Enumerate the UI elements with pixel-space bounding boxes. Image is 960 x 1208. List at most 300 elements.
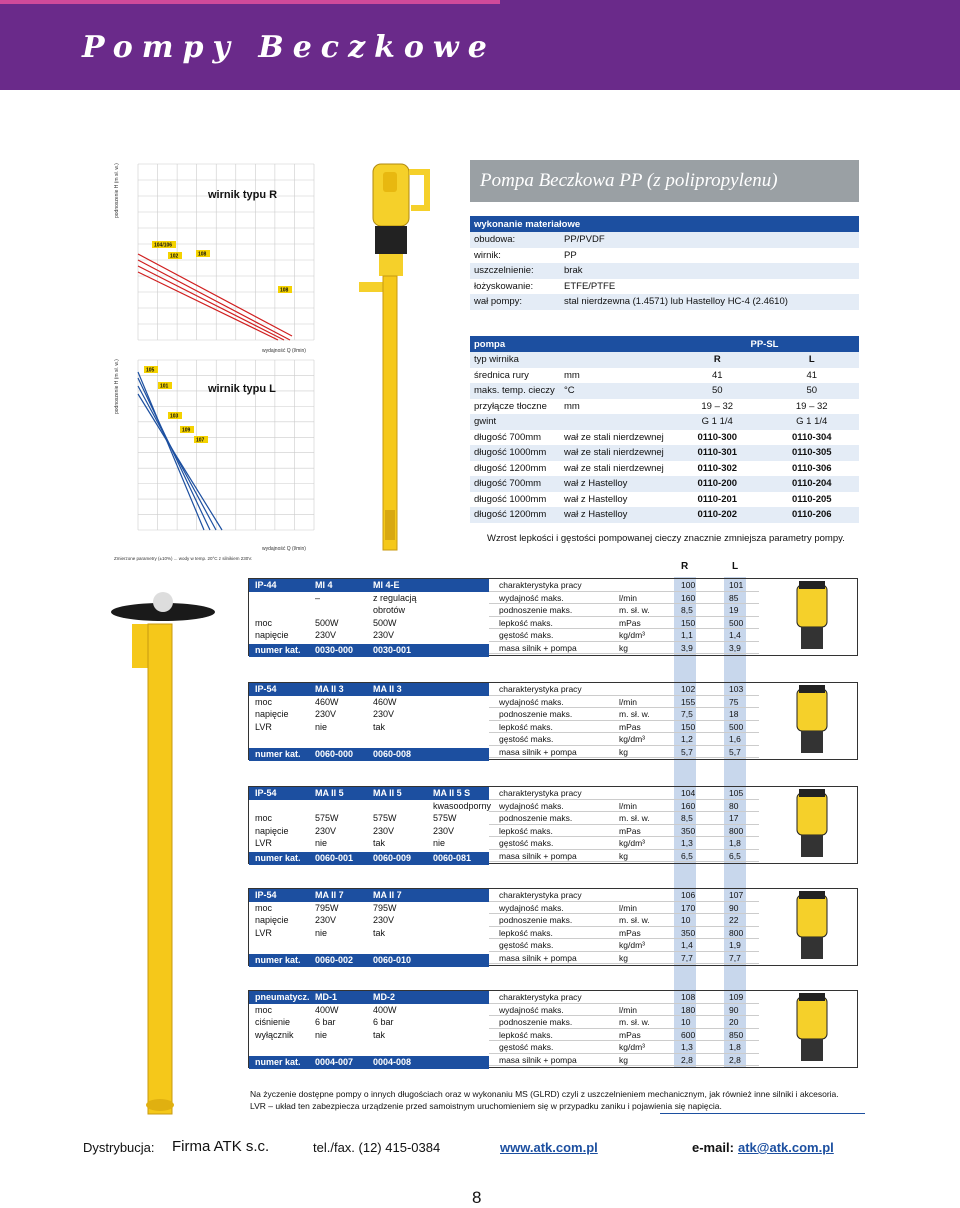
pump-row-label: średnica rury (474, 369, 529, 381)
header-banner (0, 0, 960, 90)
motor-spec-cell: MA II 3 (373, 684, 402, 694)
performance-cell: 22 (729, 915, 739, 925)
performance-cell: mPas (619, 927, 641, 938)
motor-spec-row (249, 1029, 489, 1042)
tube-end (146, 1099, 174, 1111)
motor-spec-cell: kwasoodporny (433, 800, 492, 811)
performance-cell: m. sł. w. (619, 605, 650, 615)
motor-spec-cell: napięcie (255, 630, 289, 640)
performance-row (489, 1054, 759, 1067)
performance-cell: 6,5 (729, 850, 741, 861)
motor-spec-cell: 230V (373, 630, 395, 640)
chart-l-title: wirnik typu L (208, 383, 276, 395)
performance-cell: l/min (619, 800, 637, 811)
performance-cell: 19 (729, 605, 739, 615)
motor-spec-row (249, 825, 489, 838)
motor-spec-cell: 500W (373, 617, 397, 628)
motor-spec-cell: 460W (373, 696, 397, 707)
motor-catalog-cell: numer kat. (255, 1057, 301, 1067)
point-label: 109 (182, 427, 191, 434)
pump-row-r: 0110-201 (697, 493, 738, 505)
footer-email-link[interactable]: atk@atk.com.pl (738, 1140, 834, 1155)
chart-r-ylabel: podnoszenie H (m sł. w.) (114, 163, 120, 218)
performance-cell: 150 (681, 617, 696, 628)
motor-catalog-row (249, 852, 489, 865)
motor-catalog-cell: numer kat. (255, 645, 301, 655)
performance-cell: masa silnik + pompa (499, 850, 577, 861)
materials-value: PP (564, 249, 577, 261)
motor-spec-cell: 795W (315, 902, 339, 913)
performance-cell: 85 (729, 592, 739, 603)
pump-row-r: 0110-202 (670, 507, 765, 523)
footer-company: Firma ATK s.c. (172, 1138, 270, 1155)
motor-cap (799, 581, 825, 589)
motor-catalog-cell: numer kat. (255, 955, 301, 965)
performance-cell: wydajność maks. (499, 800, 564, 811)
motor-body (797, 997, 827, 1039)
motor-spec-cell: MA II 7 (373, 890, 402, 900)
performance-row (489, 1004, 759, 1017)
motor-catalog-cell: 0060-081 (433, 853, 472, 863)
motor-spec-cell: obrotów (373, 605, 406, 615)
motor-catalog-cell: numer kat. (255, 853, 301, 863)
motor-spec-row (249, 1016, 489, 1029)
pump-row-unit: mm (564, 369, 580, 381)
motor-block (248, 888, 858, 966)
motor-spec-cell: z regulacją (373, 592, 417, 603)
motor-spec-cell: moc (255, 902, 273, 913)
motor-specs-left (249, 683, 489, 761)
motor-handle (409, 172, 427, 208)
pump-row-l: 0110-206 (765, 507, 860, 523)
performance-cell: 1,4 (729, 630, 741, 640)
motor-catalog-row (249, 954, 489, 967)
performance-cell: gęstość maks. (499, 630, 554, 640)
performance-cell: gęstość maks. (499, 734, 554, 744)
motor-spec-row (249, 604, 489, 617)
page-number: 8 (472, 1188, 482, 1207)
banner-accent-stripe (0, 0, 500, 4)
motor-spec-cell: MA II 5 (315, 788, 344, 798)
performance-cell: l/min (619, 592, 637, 603)
performance-cell: wydajność maks. (499, 1004, 564, 1015)
performance-row (489, 733, 759, 746)
performance-cell: mPas (619, 617, 641, 628)
performance-cell: 7,5 (681, 709, 693, 719)
motor-spec-cell: IP-54 (255, 684, 277, 694)
pump-row-unit: wał ze stali nierdzewnej (564, 462, 664, 474)
materials-table (470, 216, 859, 310)
pump-row-r: 0110-300 (697, 431, 738, 443)
motor-catalog-cell: 0004-008 (373, 1057, 412, 1067)
motor-spec-cell: tak (373, 1029, 386, 1040)
materials-key: łożyskowanie: (474, 280, 534, 292)
performance-row (489, 991, 759, 1004)
motor-spec-cell: MA II 7 (315, 890, 344, 900)
performance-cell: lepkość maks. (499, 721, 553, 732)
performance-row (489, 617, 759, 630)
pump-row-l: 0110-305 (765, 445, 860, 461)
materials-key: obudowa: (470, 232, 560, 248)
pump-row-label: typ wirnika (470, 352, 560, 368)
performance-cell: 1,3 (681, 1042, 693, 1052)
materials-value: brak (560, 263, 859, 279)
motor-base (801, 835, 823, 857)
performance-cell: kg/dm³ (619, 1042, 645, 1052)
performance-row (489, 642, 759, 655)
performance-cell: kg/dm³ (619, 630, 645, 640)
performance-cell: 180 (681, 1004, 696, 1015)
performance-cell: 1,1 (681, 630, 693, 640)
performance-cell: lepkość maks. (499, 1029, 553, 1040)
motor-spec-cell: 575W (373, 813, 397, 823)
materials-key: wirnik: (474, 249, 501, 261)
point-label: 105 (146, 367, 155, 374)
performance-row (489, 837, 759, 850)
point-label: 108 (280, 287, 289, 294)
performance-cell: gęstość maks. (499, 1042, 554, 1052)
performance-cell: 104 (681, 788, 696, 798)
performance-cell: 8,5 (681, 813, 693, 823)
motor-spec-cell: nie (315, 927, 328, 938)
motor-spec-cell: nie (315, 721, 328, 732)
performance-cell: 155 (681, 696, 696, 707)
motor-spec-row (249, 721, 489, 734)
motor-spec-cell: tak (373, 721, 386, 732)
pump-row-r: 50 (670, 383, 765, 399)
performance-cell: m. sł. w. (619, 813, 650, 823)
motor-spec-cell: IP-44 (255, 580, 277, 590)
footer-phone: tel./fax. (12) 415-0384 (313, 1140, 441, 1155)
performance-cell: 1,8 (729, 838, 741, 848)
motor-specs-left (249, 579, 489, 657)
motor-spec-cell: MI 4 (315, 580, 333, 590)
motor-spec-row (249, 927, 489, 940)
performance-row (489, 927, 759, 940)
performance-cell: 1,9 (729, 940, 741, 950)
column-r-header: R (681, 561, 689, 572)
performance-cell: mPas (619, 721, 641, 732)
performance-cell: 8,5 (681, 605, 693, 615)
chart-r-xlabel: wydajność Q (l/min) (262, 348, 306, 354)
pump-row-label: przyłącze tłoczne (474, 400, 547, 412)
performance-row (489, 629, 759, 642)
pump-foot (385, 510, 395, 540)
pump-row-label: długość 1000mm (470, 445, 560, 461)
motor-performance (489, 787, 759, 862)
motor-specs-left (249, 991, 489, 1069)
performance-cell: l/min (619, 1004, 637, 1015)
pump-row-l: G 1 1/4 (765, 414, 860, 430)
pump-pp-sl-image (355, 160, 455, 560)
pump-row-unit: wał z Hastelloy (560, 476, 670, 492)
motor-catalog-cell: 0060-000 (315, 749, 354, 759)
performance-cell: 17 (729, 813, 739, 823)
motor-spec-cell: 500W (315, 617, 339, 628)
product-title: Pompa Beczkowa PP (z polipropylenu) (470, 160, 859, 202)
performance-cell: kg (619, 642, 628, 653)
motor-spec-cell: – (315, 592, 321, 603)
performance-row (489, 902, 759, 915)
pump-row-unit: wał z Hastelloy (560, 507, 670, 523)
performance-row (489, 1016, 759, 1029)
performance-cell: 1,3 (681, 838, 693, 848)
pump-row-label: długość 700mm (470, 476, 560, 492)
motor-spec-cell: LVR (255, 721, 272, 732)
performance-row (489, 939, 759, 952)
performance-cell: 10 (681, 915, 691, 925)
motor-cap (799, 891, 825, 899)
motor-spec-cell: 230V (315, 825, 337, 836)
performance-cell: 2,8 (729, 1054, 741, 1065)
pump-row-label: długość 1200mm (474, 462, 547, 474)
motor-spec-cell: moc (255, 1004, 273, 1015)
pump-row-unit (560, 352, 670, 368)
performance-cell: kg (619, 952, 628, 963)
motor-spec-cell: tak (373, 927, 386, 938)
motor-spec-cell: 230V (315, 915, 337, 925)
performance-row (489, 696, 759, 709)
performance-cell: 3,9 (681, 642, 693, 653)
performance-cell: charakterystyka pracy (499, 580, 582, 590)
performance-cell: 102 (681, 684, 696, 694)
motor-spec-cell: moc (255, 617, 273, 628)
performance-row (489, 746, 759, 759)
pump-row-label: długość 700mm (474, 431, 542, 443)
motor-spec-cell: napięcie (255, 825, 289, 836)
pump-row-l: 0110-204 (765, 476, 860, 492)
motor-catalog-cell: 0060-010 (373, 955, 412, 965)
performance-cell: 20 (729, 1017, 739, 1027)
performance-cell: charakterystyka pracy (499, 788, 582, 798)
motor-spec-cell: wyłącznik (255, 1029, 294, 1040)
motor-catalog-row (249, 644, 489, 657)
materials-value: stal nierdzewna (1.4571) lub Hastelloy HC-4 (2.4610) (560, 294, 859, 310)
motor-spec-row (249, 708, 489, 721)
performance-cell: 108 (681, 992, 696, 1002)
pump-model: PP-SL (670, 336, 859, 352)
performance-cell: 1,4 (681, 940, 693, 950)
motor-base (801, 731, 823, 753)
performance-cell: kg/dm³ (619, 734, 645, 744)
viscosity-note: Wzrost lepkości i gęstości pompowanej cieczy znacznie zmniejsza parametry pompy. (487, 533, 845, 544)
motor-spec-cell: 400W (373, 1004, 397, 1015)
pump-tube-large (148, 624, 172, 1114)
pump-row-r: 41 (711, 369, 723, 381)
motor-spec-cell: nie (433, 838, 446, 848)
footnote-2: LVR – układ ten zabezpiecza urządzenie przed samoistnym uruchomieniem się w przypadku zaniku i pojawienia się napięcia. (250, 1101, 722, 1111)
motor-spec-row (249, 787, 489, 800)
motor-spec-cell: 575W (433, 813, 457, 823)
motor-cap (799, 789, 825, 797)
motor-catalog-cell: 0060-002 (315, 955, 354, 965)
performance-cell: 5,7 (681, 746, 693, 757)
motor-spec-cell: 6 bar (315, 1017, 336, 1027)
pump-header: pompa (470, 336, 560, 352)
page-title: Pompy Beczkowe (82, 30, 496, 65)
performance-cell: 800 (729, 927, 744, 938)
pump-tube (383, 276, 397, 550)
pump-row-unit: wał ze stali nierdzewnej (560, 445, 670, 461)
motor-block (248, 578, 858, 656)
performance-cell: kg (619, 746, 628, 757)
chart-l-xlabel: wydajność Q (l/min) (262, 546, 306, 552)
performance-row (489, 800, 759, 813)
motor-spec-cell: 230V (315, 709, 337, 719)
motor-cap (799, 685, 825, 693)
motor-spec-cell: napięcie (255, 709, 289, 719)
performance-cell: 500 (729, 617, 744, 628)
pump-row-l: 0110-205 (791, 493, 832, 505)
pump-row-r: 0110-302 (697, 462, 738, 474)
performance-cell: 5,7 (729, 746, 741, 757)
pump-row-r: G 1 1/4 (670, 414, 765, 430)
chart-l-ylabel: podnoszenie H (m sł. w.) (114, 359, 120, 414)
motor-cap (799, 993, 825, 1001)
pump-row-label: długość 1000mm (474, 493, 547, 505)
motor-spec-row (249, 902, 489, 915)
performance-row (489, 579, 759, 592)
column-l-header: L (732, 561, 739, 572)
performance-cell: masa silnik + pompa (499, 746, 577, 757)
motor-block (248, 990, 858, 1068)
performance-cell: 90 (729, 1004, 739, 1015)
performance-cell: 1,2 (681, 734, 693, 744)
motor-catalog-row (249, 1056, 489, 1069)
pump-row-l: 0110-306 (791, 462, 832, 474)
point-label: 102 (170, 253, 179, 260)
pump-row-r: R (670, 352, 765, 368)
motor-spec-cell: pneumatycz. (255, 992, 310, 1002)
motor-spec-cell: 230V (433, 825, 455, 836)
motor-specs-left (249, 889, 489, 967)
performance-cell: 350 (681, 825, 696, 836)
motor-image (759, 889, 857, 967)
motor-spec-cell: napięcie (255, 915, 289, 925)
motor-spec-cell: tak (373, 838, 386, 848)
materials-value: ETFE/PTFE (564, 280, 616, 292)
materials-header: wykonanie materiałowe (470, 216, 859, 232)
motor-spec-cell: IP-54 (255, 890, 277, 900)
motor-body (797, 689, 827, 731)
performance-cell: kg/dm³ (619, 838, 645, 848)
pump-table (470, 336, 859, 523)
performance-cell: 10 (681, 1017, 691, 1027)
motor-spec-cell: MI 4-E (373, 580, 400, 590)
motor-spec-cell: moc (255, 696, 273, 707)
pump-coupling (375, 226, 407, 254)
performance-cell: 75 (729, 696, 739, 707)
motor-specs-left (249, 787, 492, 865)
performance-cell: 106 (681, 890, 696, 900)
motor-spec-row (249, 991, 489, 1004)
motor-spec-cell: 400W (315, 1004, 339, 1015)
performance-cell: kg/dm³ (619, 940, 645, 950)
performance-cell: m. sł. w. (619, 1017, 650, 1027)
pump-row-l: L (765, 352, 860, 368)
motor-catalog-cell: 0030-001 (373, 645, 412, 655)
performance-cell: 150 (681, 721, 696, 732)
pump-row-unit: °C (560, 383, 670, 399)
materials-value: PP/PVDF (560, 232, 859, 248)
motor-catalog-cell: 0060-009 (373, 853, 412, 863)
motor-body (797, 585, 827, 627)
performance-cell: 500 (729, 721, 744, 732)
motor-spec-cell: 230V (373, 915, 395, 925)
pump-row-l: 41 (806, 369, 818, 381)
motor-block (248, 786, 858, 864)
performance-cell: 109 (729, 992, 744, 1002)
motor-image (759, 683, 857, 761)
motor-spec-row (249, 889, 489, 902)
motor-spec-cell: LVR (255, 838, 272, 848)
motor-spec-cell: MA II 5 S (433, 788, 471, 798)
performance-row (489, 825, 759, 838)
footer-distributor-label: Dystrybucja: (83, 1140, 155, 1155)
performance-row (489, 708, 759, 721)
performance-cell: masa silnik + pompa (499, 952, 577, 963)
footnote-1: Na życzenie dostępne pompy o innych długościach oraz w wykonaniu MS (GLRD) czyli z uszczelnieniem mechanicznym, jak również inne silniki i akcesoria. (250, 1089, 839, 1099)
motor-performance (489, 683, 759, 758)
performance-cell: podnoszenie maks. (499, 915, 573, 925)
motor-spec-cell: 230V (373, 825, 395, 836)
performance-cell: 18 (729, 709, 739, 719)
motor-base (801, 1039, 823, 1061)
motor-catalog-cell: numer kat. (255, 749, 301, 759)
performance-cell: 600 (681, 1029, 696, 1040)
motor-spec-row (249, 683, 489, 696)
performance-cell: 160 (681, 800, 696, 811)
performance-row (489, 683, 759, 696)
performance-cell: gęstość maks. (499, 940, 554, 950)
pump-large-image (108, 590, 218, 1115)
motor-image (759, 579, 857, 657)
performance-cell: wydajność maks. (499, 696, 564, 707)
motor-performance (489, 889, 759, 964)
motor-base (801, 937, 823, 959)
performance-row (489, 604, 759, 617)
performance-cell: lepkość maks. (499, 617, 553, 628)
performance-cell: 350 (681, 927, 696, 938)
motor-spec-cell: ciśnienie (255, 1017, 291, 1027)
performance-cell: 2,8 (681, 1054, 693, 1065)
pump-row-r: 0110-301 (670, 445, 765, 461)
performance-cell: 100 (681, 580, 696, 590)
motor-image (759, 991, 857, 1069)
footer-email-label: e-mail: (692, 1140, 734, 1155)
performance-cell: podnoszenie maks. (499, 605, 573, 615)
performance-cell: m. sł. w. (619, 709, 650, 719)
performance-cell: charakterystyka pracy (499, 684, 582, 694)
motor-spec-row (249, 1004, 489, 1017)
performance-cell: podnoszenie maks. (499, 813, 573, 823)
footer-website-link[interactable]: www.atk.com.pl (500, 1140, 598, 1155)
motor-spec-cell: 230V (315, 630, 337, 640)
performance-cell: charakterystyka pracy (499, 890, 582, 900)
performance-cell: 160 (681, 592, 696, 603)
performance-cell: lepkość maks. (499, 825, 553, 836)
pump-row-label: maks. temp. cieczy (470, 383, 560, 399)
performance-row (489, 914, 759, 927)
performance-row (489, 721, 759, 734)
performance-row (489, 850, 759, 863)
performance-cell: charakterystyka pracy (499, 992, 582, 1002)
motor-image (759, 787, 857, 865)
performance-cell: gęstość maks. (499, 838, 554, 848)
motor-spec-cell: moc (255, 813, 273, 823)
motor-spec-cell: 575W (315, 813, 339, 823)
performance-row (489, 812, 759, 825)
